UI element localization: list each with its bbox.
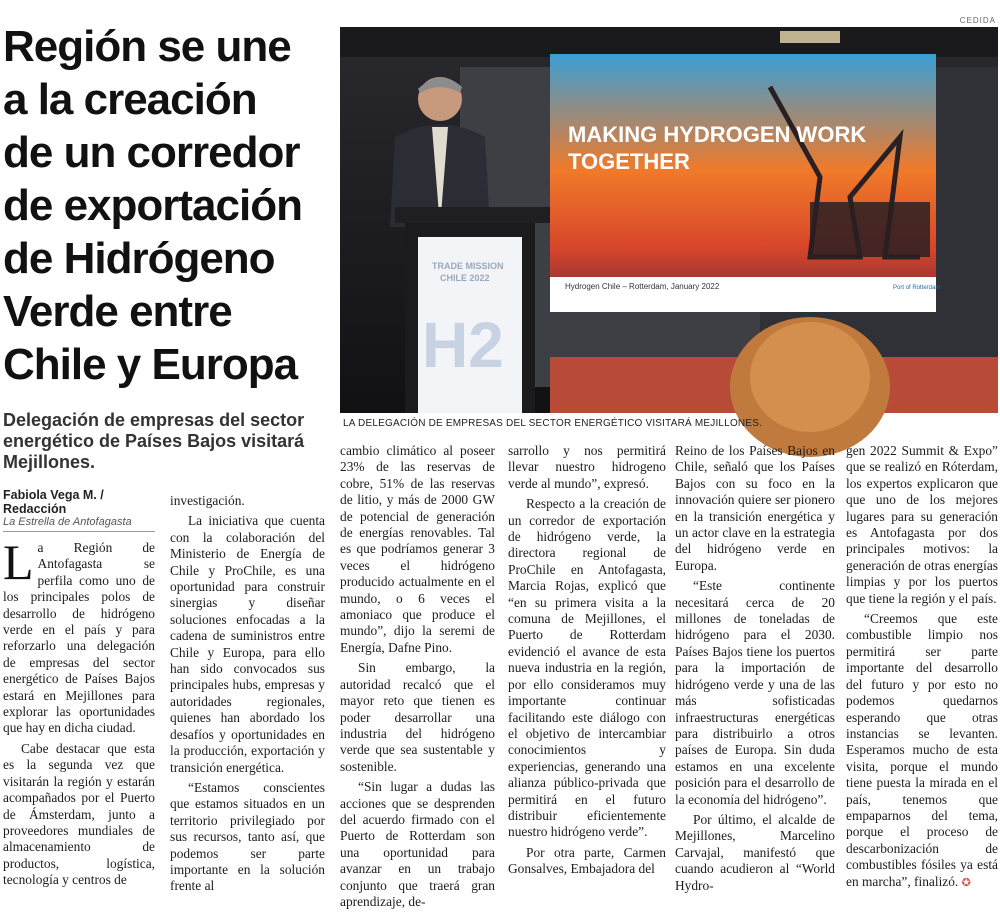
paragraph: “Estamos conscientes que estamos situados en un territorio privilegiado por sus recursos, tanto así, que podemos ser parte importante en la solución frente al (170, 779, 325, 894)
presentation-screen (550, 54, 940, 312)
paragraph: cambio climático al poseer 23% de las reservas de cobre, 51% de las reservas de litio, y más de 2000 GW de potencial de generación de energías renovables. Tal es que podríamos generar 3 veces el hidrógeno producido actualmente en el mundo, o 6 veces el amoniaco que produce el mundo”, dijo la seremi de Energía, Dafne Pino. (340, 443, 495, 655)
drop-cap: L (3, 534, 34, 590)
byline-author: Fabiola Vega M. / Redacción (3, 488, 104, 516)
photo-caption: LA DELEGACIÓN DE EMPRESAS DEL SECTOR ENERGÉTICO VISITARÁ MEJILLONES. (343, 418, 763, 429)
article-column-5 (675, 443, 835, 898)
paragraph: Respecto a la creación de un corredor de exportación de hidrógeno verde, la directora regional de ProChile en Antofagasta, Marcia Rojas, explicó que “en su primera visita a la comuna de Mejillones, el Puerto de Rotterdam evidenció el avance de esta nueva industria en la región, por ello consideramos muy importante continuar facilitando este diálogo con el objetivo de intercambiar conocimientos y experiencias, generando una alianza público-privada que permitirá en el futuro distribuir eficientemente nuestro hidrógeno verde”. (508, 496, 666, 840)
screen-footer: Hydrogen Chile – Rotterdam, January 2022 (565, 282, 720, 291)
paragraph: Por otra parte, Carmen Gonsalves, Embajadora del (508, 844, 666, 877)
paragraph: sarrollo y nos permitirá llevar nuestro hidrogeno verde al mundo”, expresó. (508, 443, 666, 491)
paragraph: Sin embargo, la autoridad recalcó que el mayor reto que tienen es poder desarrollar una industria del hidrógeno verde que sea sustentable y sostenible. (340, 660, 495, 774)
byline (3, 488, 155, 532)
podium-label-line2: CHILE 2022 (440, 273, 490, 283)
paragraph: La iniciativa que cuenta con la colaboración del Ministerio de Energía de Chile y ProChile, es una oportunidad para construir sinergias y diseñar soluciones enfocadas a la cadena de suministros entre Chile y Europa, para ello han sido convocados sus principales hubs, empresas y autoridades regionales, quienes han abordado los desafíos y oportunidades en la producción, exportación y transición energética. (170, 513, 325, 775)
podium-label-line1: TRADE MISSION (432, 261, 504, 271)
subheadline: Delegación de empresas del sector energético de Países Bajos visitará Mejillones. (3, 410, 305, 472)
screen-logo: Port of Rotterdam (893, 285, 941, 291)
article-column-1 (3, 534, 155, 893)
paragraph: Cabe destacar que esta es la segunda vez que visitarán la región y estarán acompañados por el Puerto de Ámsterdam, junto a proveedores mundiales de almacenamiento de productos, logística, tecnología y centros de (3, 740, 155, 888)
byline-outlet: La Estrella de Antofagasta (3, 516, 132, 528)
screen-title-line2: TOGETHER (568, 149, 690, 174)
audience-head (730, 317, 890, 457)
paragraph: investigación. (170, 493, 245, 508)
paragraph-text: “Creemos que este combustible limpio nos permitirá ser parte importante del desarrollo del futuro y por esto no podemos quedarnos esperando que otras instancias se levanten. Esperamos mucho de esta visita, porque el mundo tiene puesta la mirada en el país, tenemos que empaparnos del tema, porque el proceso de descarbonización de combustibles fósiles ya está en marcha”, finalizó. (846, 611, 998, 889)
podium-h2-mark: H2 (422, 309, 504, 381)
article-column-2 (170, 493, 325, 899)
paragraph: gen 2022 Summit & Expo” que se realizó en Róterdam, los expertos explicaron que que uno de los mejores lugares para su generación es Antofagasta por dos principales motivos: la generación de otras energías limpias y por los puertos que tiene la región y el país. (846, 443, 998, 606)
article-column-6 (846, 443, 998, 895)
paragraph: “Este continente necesitará cerca de 20 millones de toneladas de hidrógeno para el 2030. Países Bajos tiene los puertos para la importación de hidrógeno verde y una de las más sofisticadas infraestructuras energéticas para distribuirlo a otros países de Europa. Sin duda estamos en una excelente posición para el desarrollo de la economía del hidrógeno”. (675, 578, 835, 807)
paragraph: Por último, el alcalde de Mejillones, Marcelino Carvajal, manifestó que cuando acudieron al “World Hydro- (675, 811, 835, 893)
paragraph (846, 611, 998, 891)
podium (395, 207, 550, 413)
screen-title-line1: MAKING HYDROGEN WORK (568, 122, 867, 147)
article-column-3 (340, 443, 495, 914)
article-column-4 (508, 443, 666, 882)
headline: Región se une a la creación de un corredor de exportación de Hidrógeno Verde entre Chile y Europa (3, 22, 302, 389)
article-photo (340, 27, 998, 413)
paragraph: “Sin lugar a dudas las acciones que se desprenden del acuerdo firmado con el Puerto de Rotterdam son una oportunidad para avanzar en un trabajo conjunto que traerá gran aprendizaje, de- (340, 779, 495, 909)
end-mark-icon: ✪ (961, 876, 971, 889)
photo-credit: CEDIDA (959, 16, 996, 25)
paragraph: Reino de los Países Bajos en Chile, señaló que los Países Bajos con su foco en la innovación quiere ser pionero en la transición energética y un actor clave en la estrategia del hidrógeno verde en Europa. (675, 443, 835, 573)
paragraph: a Región de Antofagasta se perfila como uno de los principales polos de desarrollo de hidrógeno verde en el país y para reforzarlo una delegación de empresas del sector energético de Países Bajos estará en Mejillones para explorar las oportunidades que hay en dicha ciudad. (3, 540, 155, 736)
